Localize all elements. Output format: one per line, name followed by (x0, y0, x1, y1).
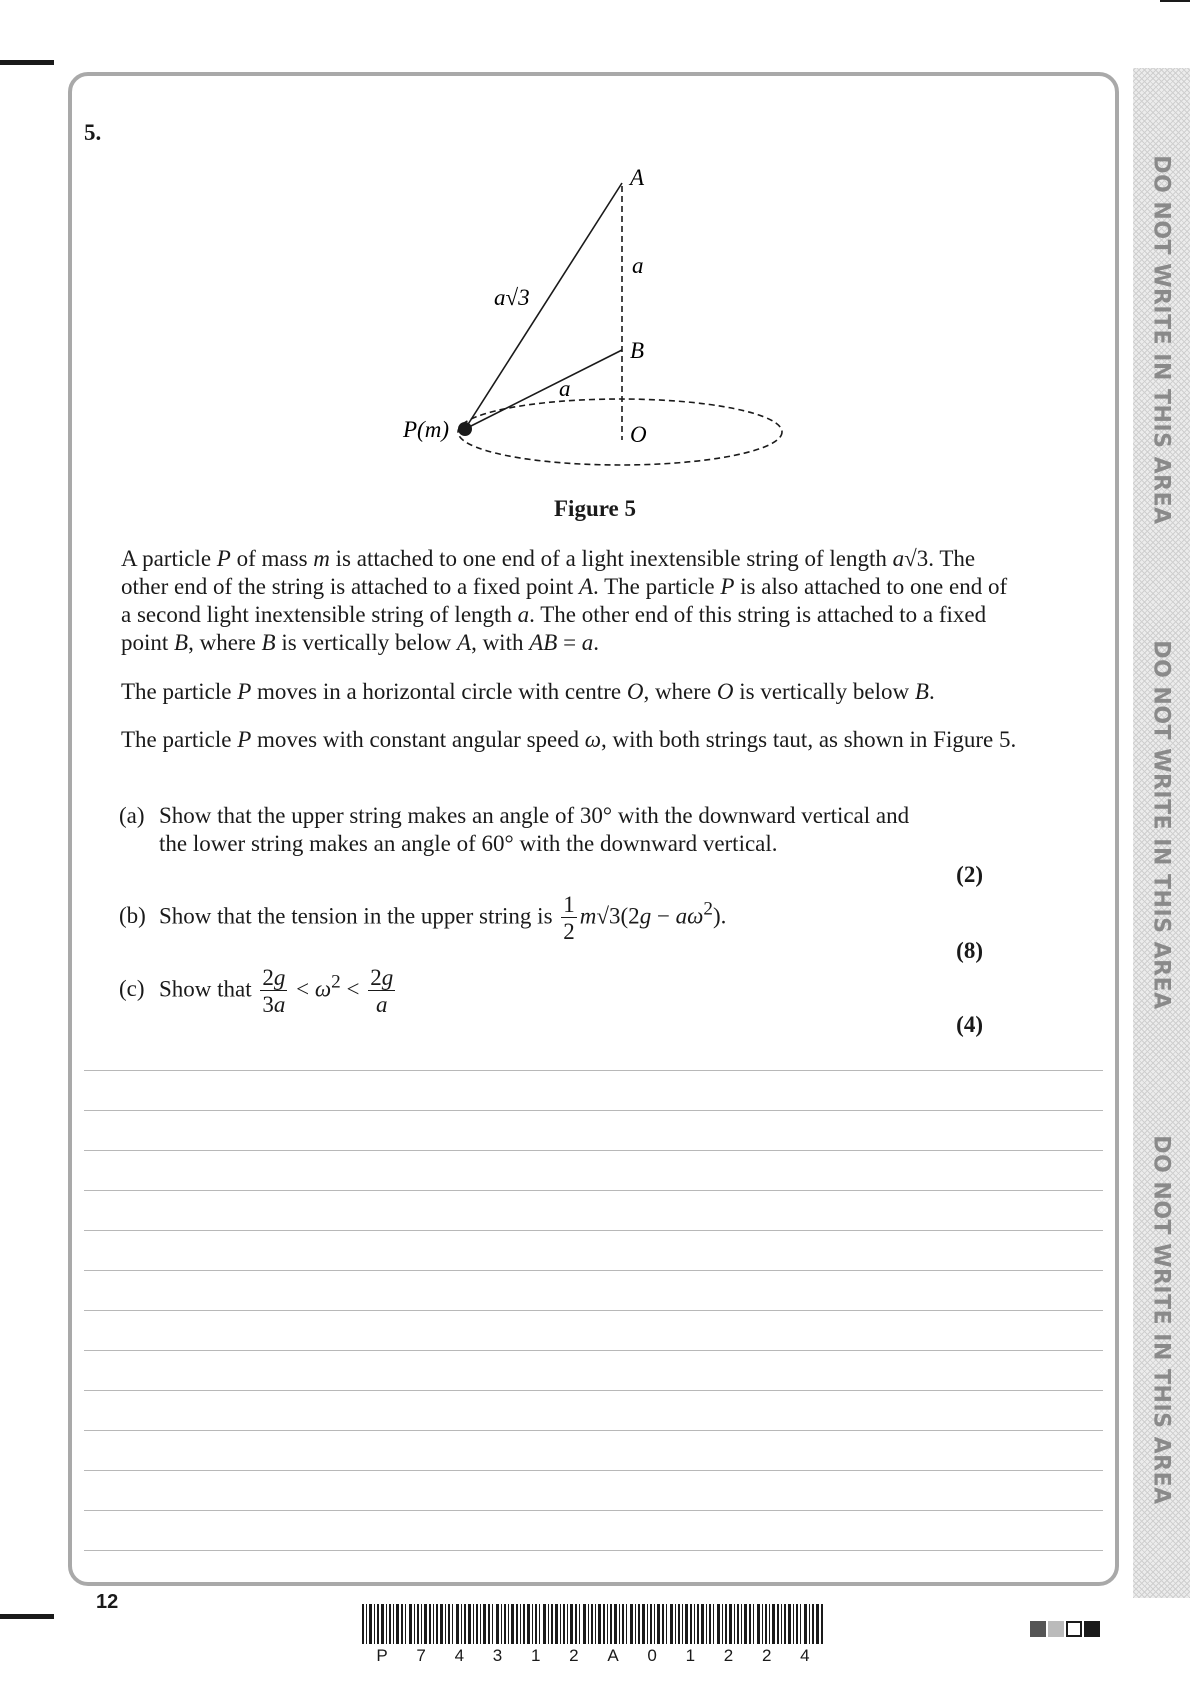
answer-line[interactable] (84, 1270, 1103, 1271)
barcode-char: A (607, 1646, 619, 1665)
margin-warning-2: DO NOT WRITE IN THIS AREA (1148, 640, 1174, 1010)
answer-line[interactable] (84, 1550, 1103, 1551)
part-c-marks: (4) (956, 1012, 983, 1037)
label-a-point: A (630, 165, 645, 190)
barcode-char: 2 (761, 1646, 772, 1665)
barcode-char: 1 (530, 1646, 541, 1665)
answer-line[interactable] (84, 1350, 1103, 1351)
barcode-char: 7 (416, 1646, 426, 1665)
position-block (1066, 1621, 1082, 1637)
label-lower-length: a (559, 376, 571, 401)
margin-warning-1: DO NOT WRITE IN THIS AREA (1148, 155, 1174, 525)
answer-line[interactable] (84, 1150, 1103, 1151)
figure-5-diagram (380, 165, 800, 475)
barcode-char: 4 (800, 1646, 810, 1665)
answer-line[interactable] (84, 1070, 1103, 1071)
particle-p (458, 422, 472, 436)
part-b-label: (b) (119, 903, 146, 929)
part-a-marks: (2) (956, 862, 983, 887)
answer-line[interactable] (84, 1310, 1103, 1311)
part-c: (c) Show that $\frac{2g}{3a}$ < $\omega^2$ < $\frac{2g}{a}$ (119, 965, 394, 1017)
position-block (1030, 1621, 1046, 1637)
answer-line[interactable] (84, 1510, 1103, 1511)
figure-caption: Figure 5 (554, 496, 636, 521)
part-a: (a) Show that the upper string makes an angle of 30° with the downward vertical and the lower string makes an angle of 60° with the downward vertical. (119, 803, 910, 856)
position-block (1048, 1621, 1064, 1637)
answer-line[interactable] (84, 1390, 1103, 1391)
barcode-char: 2 (723, 1646, 734, 1665)
answer-line[interactable] (84, 1430, 1103, 1431)
question-intro: A particle P of mass m is attached to one end of a light inextensible string of length a√3. The other end of the string is attached to a fixed point A. The particle P is also attached to one end of a second light inextensible string of length a. The other end of this string is attached to a fixed point B, where B is vertically below A, with AB = a. (121, 546, 1008, 655)
barcode-char: 1 (685, 1646, 696, 1665)
question-number: 5. (84, 120, 102, 145)
barcode-char: 3 (492, 1646, 503, 1665)
label-particle: P(m) (403, 417, 449, 442)
margin-warning-3: DO NOT WRITE IN THIS AREA (1148, 1135, 1174, 1505)
barcode-char: 0 (647, 1646, 657, 1665)
barcode-char: P (376, 1646, 388, 1665)
part-b-marks: (8) (956, 938, 983, 963)
answer-line[interactable] (84, 1230, 1103, 1231)
part-b: (b) Show that the tension in the upper string is $\frac{1}{2}$ $m√3(2g - a\omega^2)$. (119, 892, 727, 944)
answer-line[interactable] (84, 1110, 1103, 1111)
answer-line[interactable] (84, 1470, 1103, 1471)
label-b-point: B (630, 338, 645, 363)
part-c-label: (c) (119, 976, 145, 1002)
lower-string (465, 350, 622, 429)
margin-tick-top (0, 60, 54, 65)
barcode-char: 4 (454, 1646, 465, 1665)
answer-line[interactable] (84, 1190, 1103, 1191)
page-number: 12 (96, 1591, 119, 1613)
question-circle-statement: The particle P moves in a horizontal circle with centre O, where O is vertically below B. (121, 679, 935, 704)
question-speed-statement: The particle P moves with constant angular speed ω, with both strings taut, as shown in Figure 5. (121, 727, 1017, 752)
barcode (362, 1604, 824, 1644)
upper-string (465, 183, 622, 429)
label-upper-length: a√3 (494, 285, 530, 310)
label-o-point: O (630, 422, 647, 447)
corner-tick (1160, 0, 1190, 2)
page-position-blocks (1030, 1621, 1100, 1637)
label-ab-length: a (632, 253, 644, 278)
margin-tick-bottom (0, 1614, 54, 1619)
barcode-char: 2 (569, 1646, 579, 1665)
position-block (1084, 1621, 1100, 1637)
barcode-text (362, 1646, 824, 1666)
part-a-label: (a) (119, 803, 145, 828)
